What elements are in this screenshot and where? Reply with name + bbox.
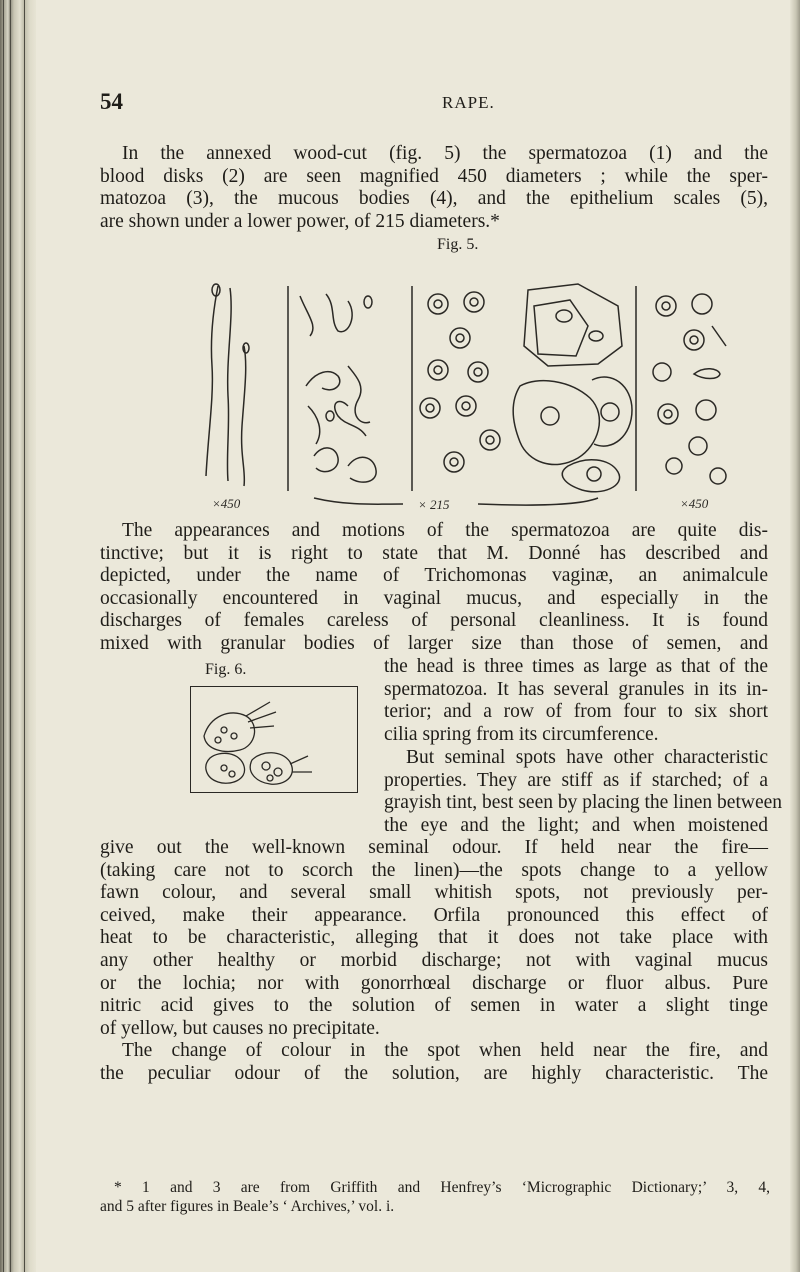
text-line: grayish tint, best seen by placing the linen between — [384, 792, 783, 814]
blood-disk — [444, 452, 464, 472]
text-line: occasionally encountered in vaginal mucus, and especially in the — [100, 587, 768, 609]
scale-bracket — [478, 498, 598, 505]
sperm-head — [692, 294, 712, 314]
spermatozoon — [308, 406, 320, 444]
sperm-head — [684, 330, 704, 350]
footnote-line: * 1 and 3 are from Griffith and Henfrey’s ‘Micrographic Dictionary;’ 3, 4, — [114, 1179, 770, 1196]
blood-disk — [450, 328, 470, 348]
text-line: the eye and the light; and when moistened — [384, 814, 768, 836]
footnote-line: and 5 after figures in Beale’s ‘ Archives,’ vol. i. — [100, 1198, 395, 1215]
text-line: fawn colour, and several small whitish spots, not previously per- — [100, 882, 768, 904]
cilia — [246, 702, 276, 728]
blood-disk — [464, 292, 484, 312]
spermatozoon — [326, 294, 352, 332]
text-line: tinctive; but it is right to state that M. Donné has described and — [100, 542, 768, 564]
text-line: terior; and a row of from four to six short — [384, 701, 768, 723]
trichomonas — [204, 713, 255, 752]
paragraph-intro — [100, 143, 768, 233]
cilia — [290, 756, 312, 772]
sperm-head — [696, 400, 716, 420]
figure-6-woodcut — [190, 686, 358, 793]
sperm-head — [710, 468, 726, 484]
sperm-head — [666, 458, 682, 474]
blood-disk — [428, 360, 448, 380]
footnote — [100, 1178, 770, 1216]
sperm-head — [364, 296, 372, 308]
granule — [587, 467, 601, 481]
text-line: spermatozoa. It has several granules in its in- — [384, 678, 768, 700]
sperm-head — [653, 363, 671, 381]
blood-disk — [428, 294, 448, 314]
figure-5-label: Fig. 5. — [437, 236, 479, 253]
text-line: matozoa (3), the mucous bodies (4), and the epithelium scales (5), — [100, 188, 768, 210]
text-line: give out the well-known seminal odour. If held near the fire— — [100, 837, 768, 858]
nucleus — [556, 310, 572, 322]
mucous-body — [562, 460, 619, 492]
spermatozoon — [335, 401, 366, 436]
spermatozoon — [306, 372, 340, 390]
blood-disk — [468, 362, 488, 382]
text-line: properties. They are stiff as if starched; of a — [384, 769, 768, 791]
spermatozoon — [348, 366, 370, 423]
text-line: or the lochia; nor with gonorrhœal discharge or fluor albus. Pure — [100, 972, 768, 994]
spermatozoon — [242, 346, 246, 486]
spermatozoon — [227, 288, 231, 481]
scale-label-left: ×450 — [212, 496, 241, 511]
page-number: 54 — [100, 89, 123, 114]
sperm-head — [656, 296, 676, 316]
paragraph-seminal-spots — [100, 837, 768, 1040]
paragraph-seminal-spots-wrap — [384, 747, 783, 837]
scale-label-right: ×450 — [680, 496, 709, 511]
text-line: ceived, make their appearance. Orfila pronounced this effect of — [100, 904, 768, 926]
text-line: In the annexed wood-cut (fig. 5) the spermatozoa (1) and the — [122, 143, 768, 164]
text-line: (taking care not to scorch the linen)—the spots change to a yellow — [100, 859, 768, 881]
trichomonas — [206, 753, 245, 783]
sperm-head — [694, 369, 720, 379]
text-line: depicted, under the name of Trichomonas vaginæ, an animalcule — [100, 565, 768, 587]
sperm-head — [689, 437, 707, 455]
paragraph-trichomonas — [100, 520, 768, 656]
figure-6-label: Fig. 6. — [205, 661, 247, 678]
text-line: are shown under a lower power, of 215 diameters.* — [100, 210, 500, 232]
spermatozoon — [206, 286, 218, 476]
spermatozoon — [348, 457, 376, 482]
blood-disk — [480, 430, 500, 450]
text-line: The appearances and motions of the spermatozoa are quite dis- — [122, 520, 768, 541]
granular-body — [250, 753, 292, 785]
text-line: But seminal spots have other characteristic — [406, 747, 768, 768]
blood-disk — [456, 396, 476, 416]
text-line: blood disks (2) are seen magnified 450 diameters ; while the sper- — [100, 165, 768, 187]
scale-label-middle: × 215 — [418, 497, 450, 512]
sperm-head — [658, 404, 678, 424]
text-line: the head is three times as large as that of the — [384, 656, 768, 677]
text-line: the peculiar odour of the solution, are highly characteristic. The — [100, 1062, 768, 1084]
spermatozoon — [300, 296, 313, 336]
running-head: RAPE. — [442, 93, 495, 112]
nucleus — [589, 331, 603, 341]
figure-5-woodcut — [198, 276, 758, 514]
spermatozoon — [314, 448, 338, 472]
sperm-head — [326, 411, 334, 421]
text-line: heat to be characteristic, alleging that it does not take place with — [100, 927, 768, 949]
text-line: cilia spring from its circumference. — [384, 723, 659, 745]
scale-bracket — [314, 498, 403, 504]
text-line: discharges of females careless of personal cleanliness. It is found — [100, 610, 768, 632]
text-line: nitric acid gives to the solution of semen in water a slight tinge — [100, 995, 768, 1017]
granule — [541, 407, 559, 425]
granule — [601, 403, 619, 421]
paragraph-colour-change — [100, 1040, 768, 1085]
text-line: The change of colour in the spot when held near the fire, and — [122, 1040, 768, 1061]
paragraph-trichomonas-wrap — [384, 656, 768, 746]
text-line: of yellow, but causes no precipitate. — [100, 1017, 380, 1039]
blood-disk — [420, 398, 440, 418]
text-line: any other healthy or morbid discharge; not with vaginal mucus — [100, 949, 768, 971]
sperm-tail — [712, 326, 726, 346]
text-line: mixed with granular bodies of larger size than those of semen, and — [100, 632, 768, 654]
